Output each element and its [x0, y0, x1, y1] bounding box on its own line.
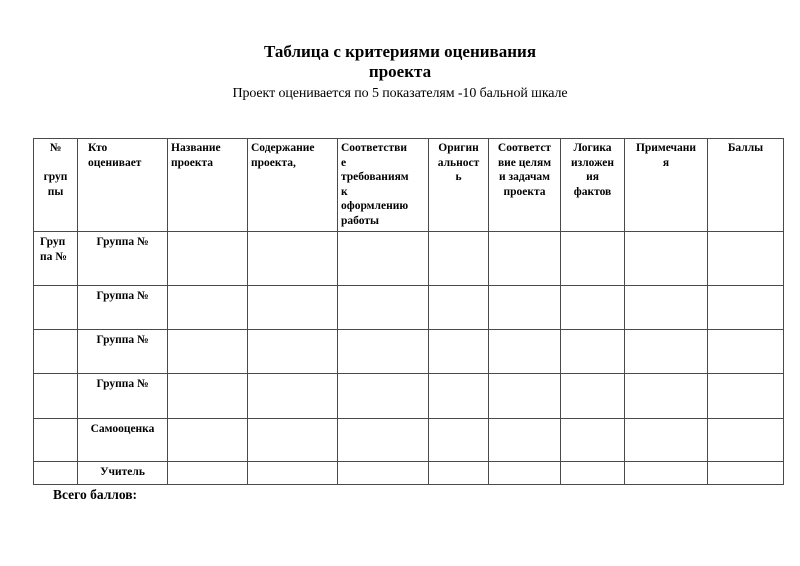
project-name-cell[interactable]	[168, 374, 248, 419]
originality-cell[interactable]	[429, 330, 489, 374]
table-row	[34, 232, 784, 286]
evaluation-table	[33, 138, 784, 485]
originality-cell[interactable]	[429, 232, 489, 286]
originality-cell[interactable]	[429, 374, 489, 419]
table-row	[34, 330, 784, 374]
logic-of-facts-cell[interactable]	[561, 462, 625, 485]
goals-compliance-cell[interactable]	[489, 286, 561, 330]
notes-cell[interactable]	[625, 462, 708, 485]
document-title-line2: проекта	[368, 62, 432, 81]
score-cell[interactable]	[708, 374, 784, 419]
formatting-compliance-cell[interactable]	[338, 286, 429, 330]
group-number-cell[interactable]	[34, 419, 78, 462]
logic-of-facts-cell[interactable]	[561, 374, 625, 419]
originality-cell[interactable]	[429, 419, 489, 462]
score-cell[interactable]	[708, 330, 784, 374]
header-group-number: № груп пы	[34, 139, 78, 232]
goals-compliance-cell[interactable]	[489, 330, 561, 374]
formatting-compliance-cell[interactable]	[338, 419, 429, 462]
evaluator-cell: Группа №	[78, 232, 168, 286]
header-project-name: Название проекта	[168, 139, 248, 232]
header-notes: Примечани я	[625, 139, 708, 232]
project-name-cell[interactable]	[168, 462, 248, 485]
header-project-content: Содержание проекта,	[248, 139, 338, 232]
notes-cell[interactable]	[625, 232, 708, 286]
evaluator-cell: Группа №	[78, 286, 168, 330]
evaluator-cell: Учитель	[78, 462, 168, 485]
header-row	[34, 139, 784, 232]
score-cell[interactable]	[708, 419, 784, 462]
table-row	[34, 374, 784, 419]
formatting-compliance-cell[interactable]	[338, 462, 429, 485]
score-cell[interactable]	[708, 232, 784, 286]
document-subtitle: Проект оценивается по 5 показателям -10 бальной шкале	[232, 86, 568, 101]
logic-of-facts-cell[interactable]	[561, 286, 625, 330]
evaluator-cell: Самооценка	[78, 419, 168, 462]
total-score-label: Всего баллов:	[53, 487, 138, 502]
notes-cell[interactable]	[625, 374, 708, 419]
document-title-line1: Таблица с критериями оценивания	[263, 42, 537, 61]
project-content-cell[interactable]	[248, 462, 338, 485]
score-cell[interactable]	[708, 286, 784, 330]
table-row	[34, 462, 784, 485]
header-score: Баллы	[708, 139, 784, 232]
group-number-cell: Груп па №	[34, 232, 78, 286]
project-content-cell[interactable]	[248, 374, 338, 419]
score-cell[interactable]	[708, 462, 784, 485]
header-evaluator: Кто оценивает	[78, 139, 168, 232]
header-formatting-compliance: Соответстви е требованиям к оформлению работы	[338, 139, 429, 232]
project-name-cell[interactable]	[168, 419, 248, 462]
project-name-cell[interactable]	[168, 232, 248, 286]
notes-cell[interactable]	[625, 330, 708, 374]
formatting-compliance-cell[interactable]	[338, 374, 429, 419]
goals-compliance-cell[interactable]	[489, 374, 561, 419]
project-content-cell[interactable]	[248, 419, 338, 462]
project-content-cell[interactable]	[248, 232, 338, 286]
formatting-compliance-cell[interactable]	[338, 232, 429, 286]
table-row	[34, 286, 784, 330]
group-number-cell[interactable]	[34, 330, 78, 374]
group-number-cell[interactable]	[34, 286, 78, 330]
header-goals-compliance: Соответст вие целям и задачам проекта	[489, 139, 561, 232]
goals-compliance-cell[interactable]	[489, 232, 561, 286]
project-content-cell[interactable]	[248, 330, 338, 374]
logic-of-facts-cell[interactable]	[561, 232, 625, 286]
group-number-cell[interactable]	[34, 374, 78, 419]
project-name-cell[interactable]	[168, 330, 248, 374]
logic-of-facts-cell[interactable]	[561, 330, 625, 374]
evaluator-cell: Группа №	[78, 374, 168, 419]
header-logic-of-facts: Логика изложен ия фактов	[561, 139, 625, 232]
logic-of-facts-cell[interactable]	[561, 419, 625, 462]
project-name-cell[interactable]	[168, 286, 248, 330]
notes-cell[interactable]	[625, 419, 708, 462]
header-originality: Оригин альност ь	[429, 139, 489, 232]
project-content-cell[interactable]	[248, 286, 338, 330]
originality-cell[interactable]	[429, 286, 489, 330]
notes-cell[interactable]	[625, 286, 708, 330]
goals-compliance-cell[interactable]	[489, 462, 561, 485]
group-number-cell[interactable]	[34, 462, 78, 485]
formatting-compliance-cell[interactable]	[338, 330, 429, 374]
table-row	[34, 419, 784, 462]
originality-cell[interactable]	[429, 462, 489, 485]
evaluator-cell: Группа №	[78, 330, 168, 374]
goals-compliance-cell[interactable]	[489, 419, 561, 462]
